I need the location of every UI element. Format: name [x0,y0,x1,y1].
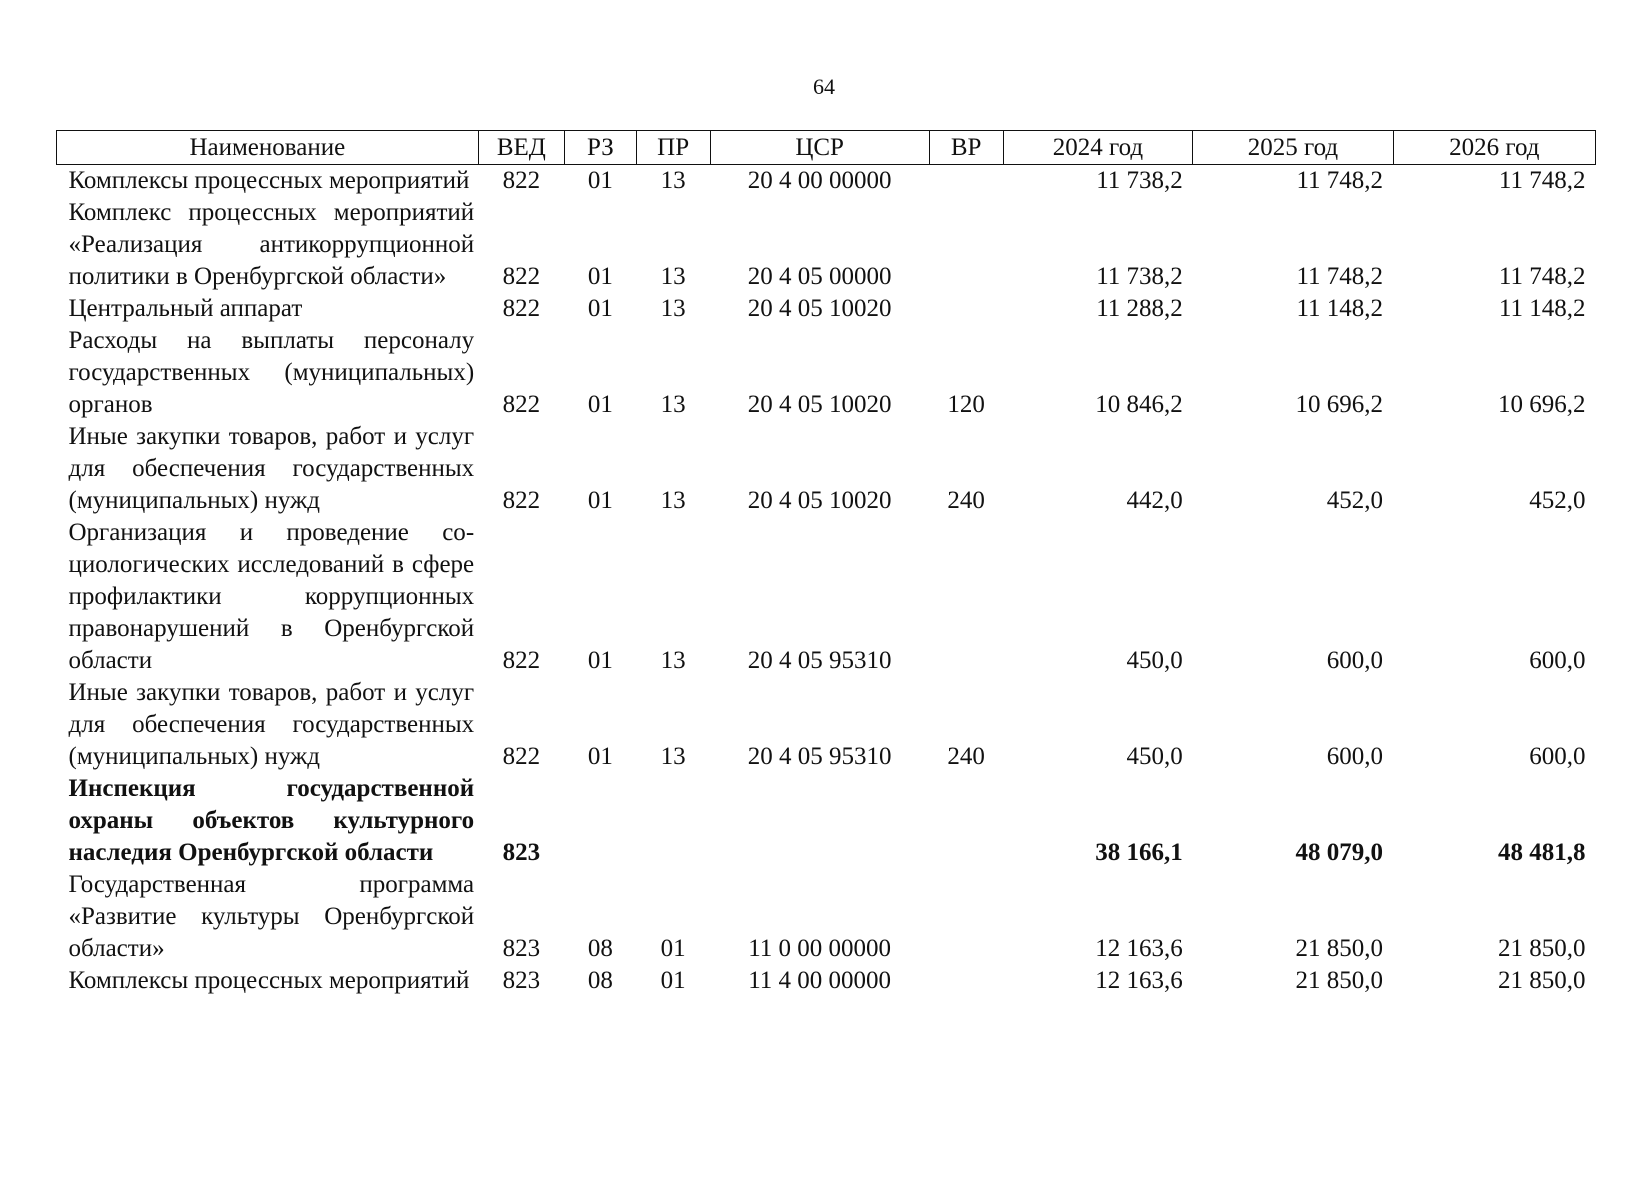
table-row [57,293,1596,325]
row-amount-2024: 12 163,6 [1095,935,1183,962]
header-pr: ПР [636,131,710,165]
table-row [57,325,1596,421]
row-amount-2025: 10 696,2 [1295,391,1384,418]
row-pr: 01 [660,967,686,994]
row-amount-2025: 600,0 [1326,743,1384,770]
row-amount-2025: 600,0 [1326,647,1384,674]
row-ved: 822 [502,295,541,322]
row-ved: 823 [502,839,541,866]
row-csr: 20 4 00 00000 [747,167,892,194]
row-csr [710,773,929,869]
row-vr: 120 [947,391,985,418]
row-amount-2025: 48 079,0 [1295,839,1384,866]
row-amount-2026: 11 748,2 [1498,263,1586,290]
row-ved: 822 [502,263,541,290]
row-rz: 01 [587,487,613,514]
row-name: Иные закупки товаров, работ и услуг для обеспечения государственных (муниципальных) нужд [68,679,475,770]
row-pr: 13 [660,167,686,194]
row-amount-2025: 11 148,2 [1296,295,1384,322]
header-rz: РЗ [565,131,637,165]
row-rz: 01 [587,295,613,322]
row-amount-2024: 10 846,2 [1095,391,1183,418]
header-ved: ВЕД [478,131,564,165]
row-pr: 13 [660,647,686,674]
row-vr [929,165,1003,198]
row-rz: 01 [587,391,613,418]
row-rz: 01 [587,743,613,770]
row-ved: 823 [502,967,541,994]
row-vr [929,197,1003,293]
table-row [57,197,1596,293]
row-pr: 13 [660,391,686,418]
row-vr [929,869,1003,965]
table-body [57,165,1596,998]
row-amount-2026: 600,0 [1529,743,1586,770]
row-ved: 822 [502,167,541,194]
row-pr: 01 [660,935,686,962]
budget-table-container [56,130,1596,997]
header-csr: ЦСР [710,131,929,165]
row-name: Иные закупки товаров, работ и услуг для обеспечения государственных (муниципальных) нужд [68,423,475,514]
row-vr [929,517,1003,677]
row-vr [929,773,1003,869]
budget-table [56,130,1596,997]
row-ved: 822 [502,743,541,770]
row-amount-2024: 450,0 [1126,647,1183,674]
row-csr: 20 4 05 95310 [747,743,892,770]
row-rz [565,773,637,869]
row-pr [636,773,710,869]
page-number: 64 [813,74,835,99]
row-rz: 01 [587,647,613,674]
table-row [57,965,1596,997]
row-vr [929,965,1003,997]
row-pr: 13 [660,295,686,322]
row-name: Инспекция государственной охраны объектов культурного наследия Оренбургской области [68,775,475,866]
row-amount-2024: 11 288,2 [1096,295,1183,322]
row-rz: 08 [587,935,613,962]
row-rz: 01 [587,263,613,290]
row-rz: 08 [587,967,613,994]
row-name: Государственная программа «Развитие культуры Оренбургской области» [68,871,475,962]
row-rz: 01 [587,167,613,194]
row-ved: 823 [502,935,541,962]
row-amount-2026: 11 148,2 [1498,295,1586,322]
row-amount-2024: 12 163,6 [1095,967,1183,994]
row-amount-2025: 21 850,0 [1295,967,1384,994]
table-row [57,421,1596,517]
row-amount-2026: 452,0 [1529,487,1586,514]
table-row [57,517,1596,677]
row-amount-2024: 11 738,2 [1096,263,1183,290]
row-amount-2026: 21 850,0 [1498,967,1586,994]
row-name: Комплекс процессных мероприятий «Реализация антикоррупционной политики в Оренбургской области» [68,199,475,290]
row-name: Центральный аппарат [68,295,303,322]
header-row [57,131,1596,165]
row-csr: 20 4 05 10020 [747,487,892,514]
row-vr: 240 [947,743,985,770]
row-amount-2026: 11 748,2 [1498,167,1586,194]
row-amount-2025: 21 850,0 [1295,935,1384,962]
header-vr: ВР [929,131,1003,165]
row-amount-2024: 11 738,2 [1096,167,1183,194]
header-name: Наименование [57,131,479,165]
table-row [57,773,1596,869]
row-csr: 11 4 00 00000 [748,967,892,994]
header-2024: 2024 год [1003,131,1193,165]
row-amount-2025: 11 748,2 [1296,263,1384,290]
row-amount-2024: 450,0 [1126,743,1183,770]
table-row [57,165,1596,198]
row-csr: 20 4 05 10020 [747,295,892,322]
row-amount-2025: 452,0 [1326,487,1384,514]
row-vr: 240 [947,487,985,514]
row-pr: 13 [660,743,686,770]
row-amount-2024: 442,0 [1126,487,1183,514]
row-ved: 822 [502,647,541,674]
header-2025: 2025 год [1193,131,1393,165]
row-csr: 20 4 05 95310 [747,647,892,674]
table-header [57,131,1596,165]
row-amount-2024: 38 166,1 [1095,839,1183,866]
row-ved: 822 [502,487,541,514]
row-name: Комплексы процессных мероприятий [68,167,470,194]
row-amount-2026: 21 850,0 [1498,935,1586,962]
row-ved: 822 [502,391,541,418]
row-name: Расходы на выплаты персоналу государственных (муниципальных) органов [68,327,475,418]
header-2026: 2026 год [1393,131,1595,165]
row-pr: 13 [660,487,686,514]
row-amount-2026: 10 696,2 [1498,391,1586,418]
row-csr: 11 0 00 00000 [748,935,892,962]
table-row [57,677,1596,773]
row-csr: 20 4 05 10020 [747,391,892,418]
row-csr: 20 4 05 00000 [747,263,892,290]
row-amount-2026: 600,0 [1529,647,1586,674]
row-amount-2025: 11 748,2 [1296,167,1384,194]
row-pr: 13 [660,263,686,290]
row-name: Комплексы процессных мероприятий [68,967,470,994]
row-name: Организация и проведение социологических исследований в сфере профилактики коррупционных правонарушений в Оренбургской области [68,519,475,674]
table-row [57,869,1596,965]
row-vr [929,293,1003,325]
row-amount-2026: 48 481,8 [1498,839,1586,866]
